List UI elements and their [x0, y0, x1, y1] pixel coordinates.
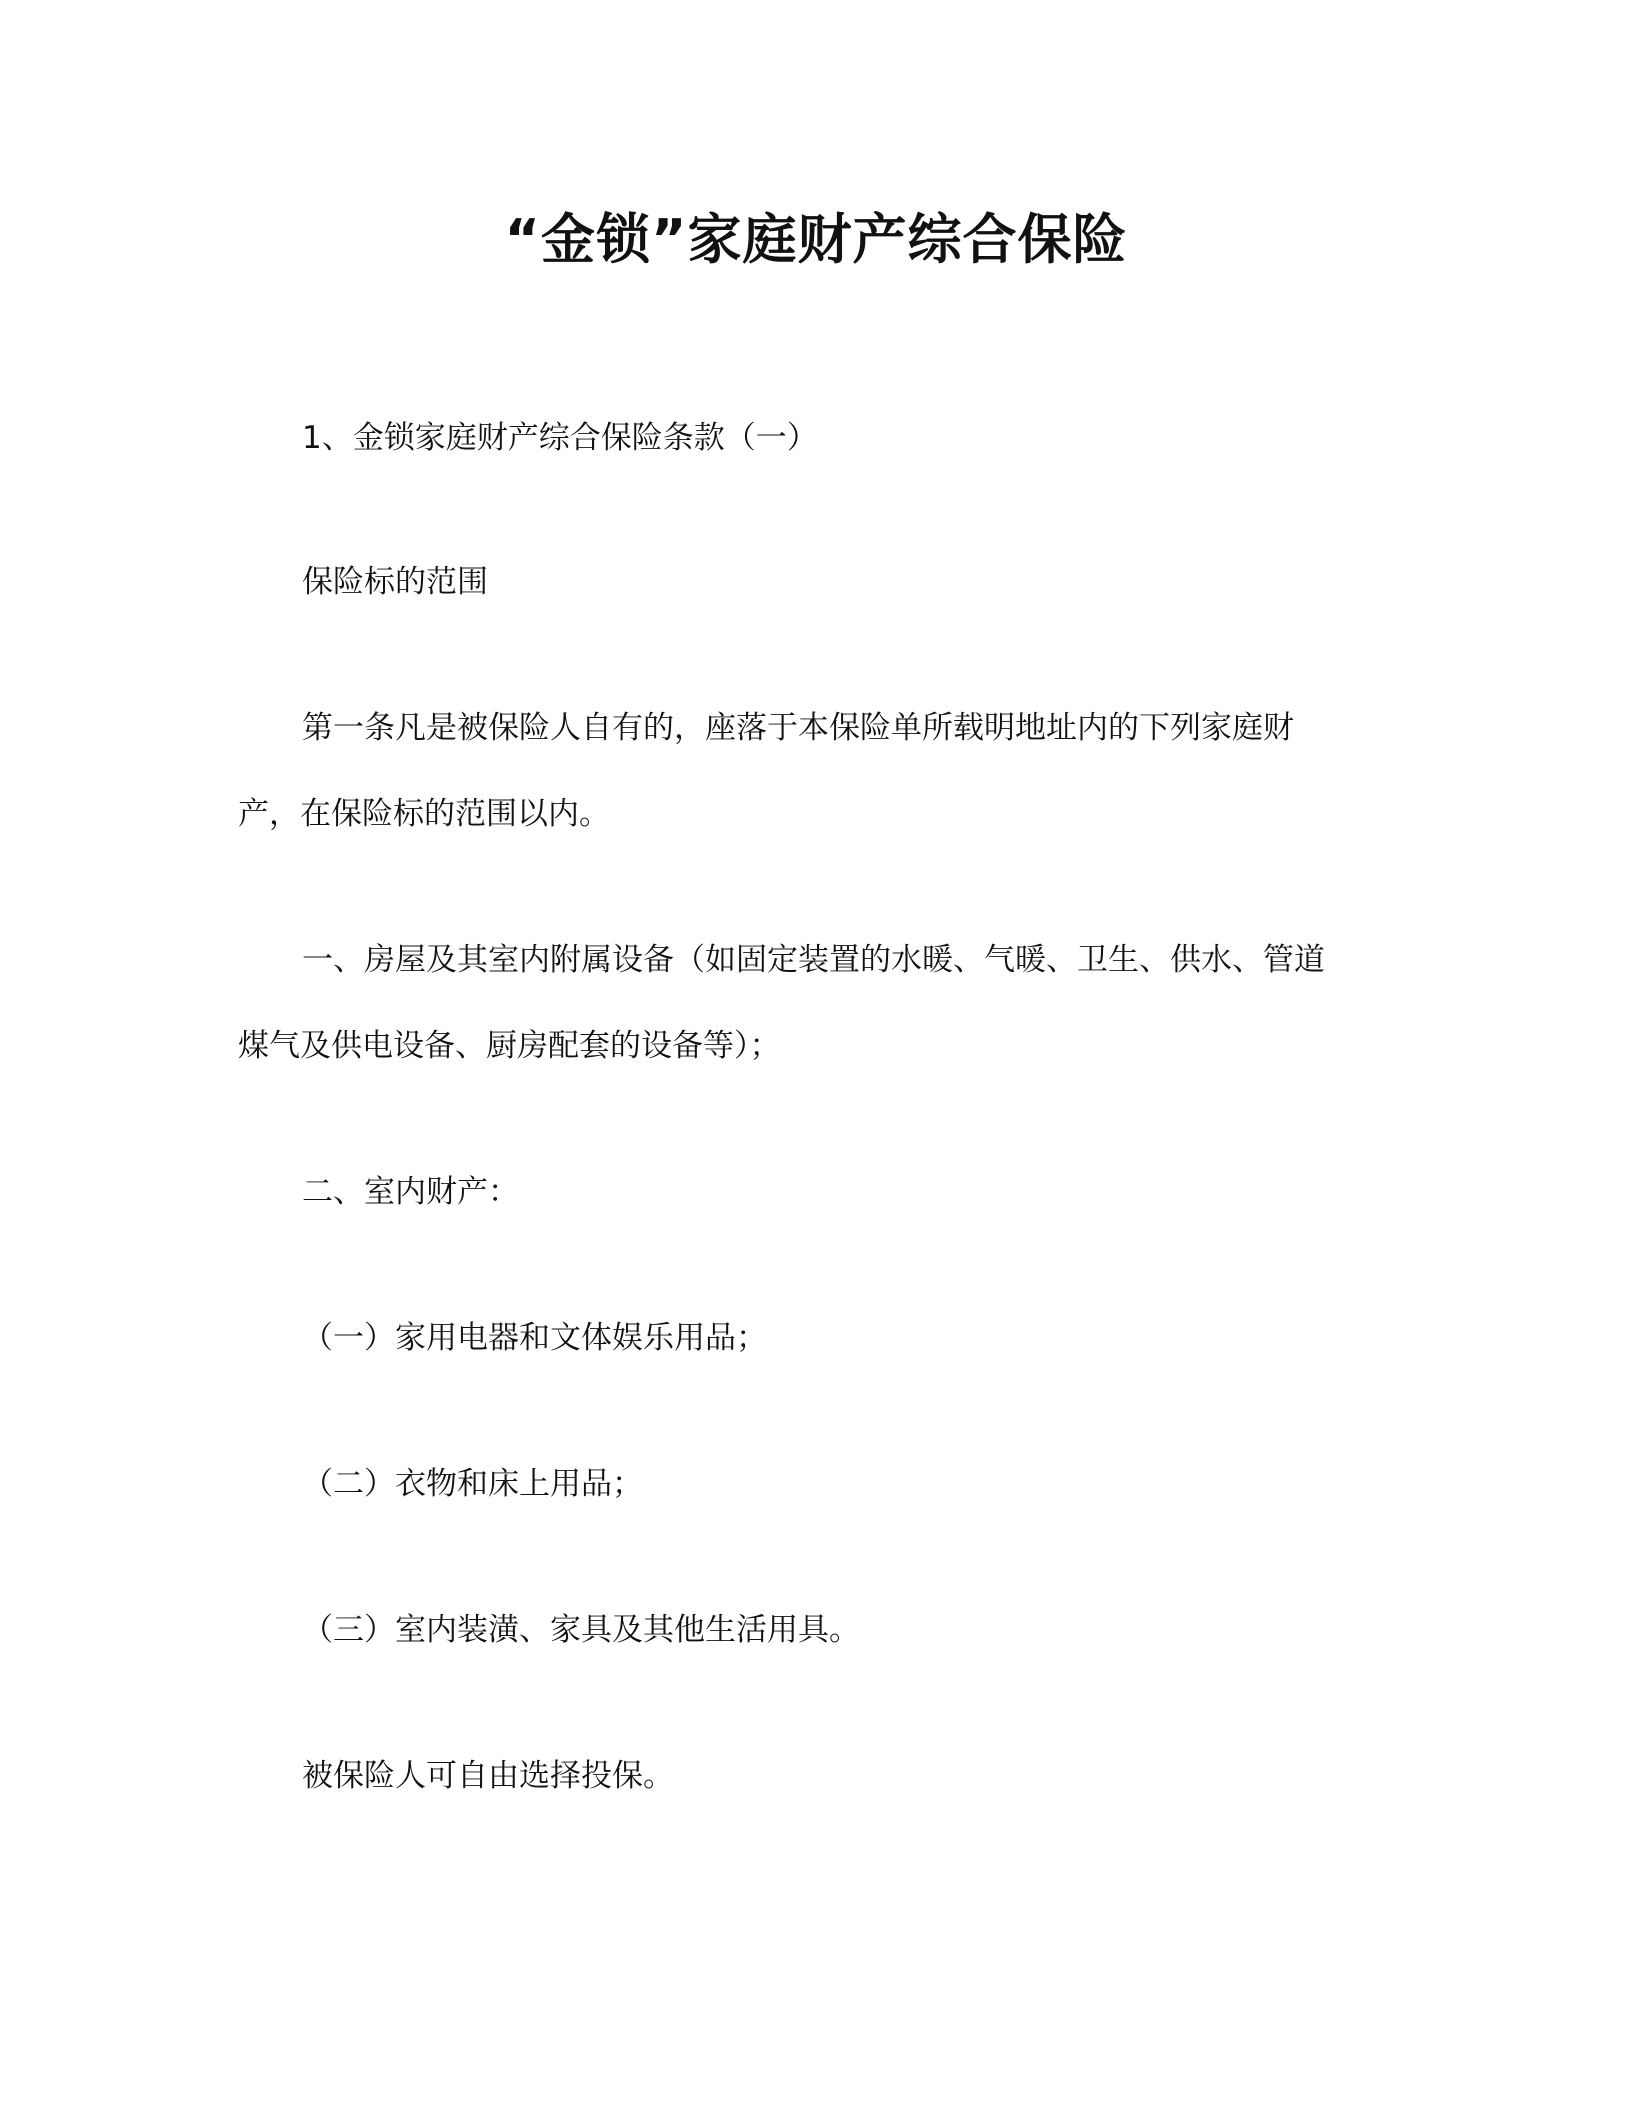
item2-sub3: （三）室内装潢、家具及其他生活用具。: [302, 1612, 860, 1648]
clause-heading: 1、金锁家庭财产综合保险条款（一）: [302, 420, 818, 456]
section-scope-heading: 保险标的范围: [302, 564, 488, 600]
closing-paragraph: 被保险人可自由选择投保。: [302, 1758, 674, 1794]
article1-line2: 产，在保险标的范围以内。: [238, 796, 610, 832]
article1-line1: 第一条凡是被保险人自有的，座落于本保险单所载明地址内的下列家庭财: [302, 710, 1294, 746]
item1-line1: 一、房屋及其室内附属设备（如固定装置的水暖、气暖、卫生、供水、管道: [302, 942, 1325, 978]
item2-sub1: （一）家用电器和文体娱乐用品；: [302, 1320, 767, 1356]
item1-line2: 煤气及供电设备、厨房配套的设备等）；: [238, 1028, 781, 1064]
item2-heading: 二、室内财产：: [302, 1174, 519, 1210]
document-title: “金锁”家庭财产综合保险: [504, 208, 1128, 271]
item2-sub2: （二）衣物和床上用品；: [302, 1466, 643, 1502]
